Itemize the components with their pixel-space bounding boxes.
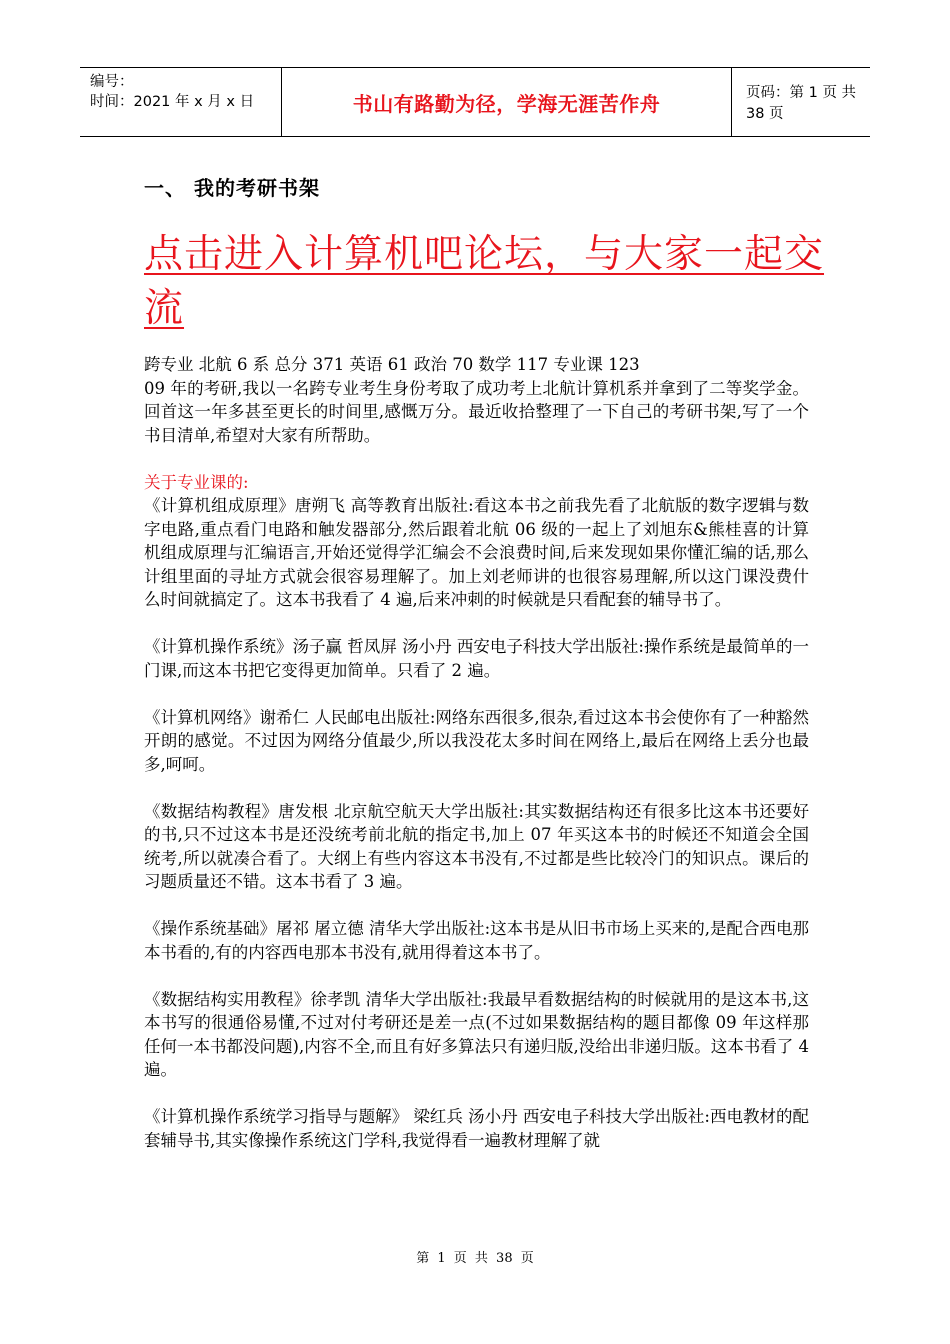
document-date: 时间：2021 年 x 月 x 日 (90, 94, 255, 110)
forum-link[interactable]: 点击进入计算机吧论坛，与大家一起交流 (144, 232, 825, 331)
section-title: 一、 我的考研书架 (144, 176, 320, 200)
document-number: 编号： (90, 74, 134, 90)
intro-paragraph: 09 年的考研,我以一名跨专业考生身份考取了成功考上北航计算机系并拿到了二等奖学金。回首这一年多甚至更长的时间里,感慨万分。最近收拾整理了一下自己的考研书架,写了一个书目清单,希望对大家有所帮助。 (144, 378, 809, 445)
book-entry: 《计算机网络》谢希仁 人民邮电出版社:网络东西很多,很杂,看过这本书会使你有了一种豁然开朗的感觉。不过因为网络分值最少,所以我没花太多时间在网络上,最后在网络上丢分也最多,呵呵。 (144, 707, 809, 774)
header-page-info: 页码：第 1 页 共 38 页 (746, 85, 857, 122)
header-page-cell (732, 68, 870, 136)
page-footer: 第 1 页 共 38 页 (416, 1251, 534, 1266)
header-motto-cell (282, 68, 732, 136)
header-motto: 书山有路勤为径，学海无涯苦作舟 (352, 91, 661, 116)
book-entry: 《计算机组成原理》唐朔飞 高等教育出版社:看这本书之前我先看了北航版的数字逻辑与数字电路,重点看门电路和触发器部分,然后跟着北航 06 级的一起上了刘旭东&熊桂喜的计算机组成原理与汇编语言,开始还觉得学汇编会不会浪费时间,后来发现如果你懂汇编的话,那么计组里面的寻址方式就会很容易理解了。加上刘老师讲的也很容易理解,所以这门课没费什么时间就搞定了。这本书我看了 4 遍,后来冲刺的时候就是只看配套的辅导书了。 (144, 496, 809, 609)
intro-scores: 跨专业 北航 6 系 总分 371 英语 61 政治 70 数学 117 专业课 123 (144, 355, 640, 374)
book-entry: 《数据结构实用教程》徐孝凯 清华大学出版社:我最早看数据结构的时候就用的是这本书,这本书写的很通俗易懂,不过对付考研还是差一点(不过如果数据结构的题目都像 09 年这样那任何一本书都没问题),内容不全,而且有好多算法只有递归版,没给出非递归版。这本书看了 4 遍。 (144, 989, 809, 1079)
article-body (144, 353, 809, 1152)
header-table (80, 67, 870, 137)
book-entry: 《计算机操作系统》汤子赢 哲凤屏 汤小丹 西安电子科技大学出版社:操作系统是最简单的一门课,而这本书把它变得更加简单。只看了 2 遍。 (144, 637, 809, 680)
book-entry: 《计算机操作系统学习指导与题解》 梁红兵 汤小丹 西安电子科技大学出版社:西电教材的配套辅导书,其实像操作系统这门学科,我觉得看一遍教材理解了就 (144, 1107, 809, 1150)
book-entry: 《操作系统基础》屠祁 屠立德 清华大学出版社:这本书是从旧书市场上买来的,是配合西电那本书看的,有的内容西电那本书没有,就用得着这本书了。 (144, 919, 809, 962)
book-entry: 《数据结构教程》唐发根 北京航空航天大学出版社:其实数据结构还有很多比这本书还要好的书,只不过这本书是还没统考前北航的指定书,加上 07 年买这本书的时候还不知道会全国统考,所以就凑合看了。大纲上有些内容这本书没有,不过都是些比较冷门的知识点。课后的习题质量还不错。这本书看了 3 遍。 (144, 801, 809, 891)
header-info-cell (80, 68, 282, 136)
major-courses-heading: 关于专业课的: (144, 472, 249, 492)
